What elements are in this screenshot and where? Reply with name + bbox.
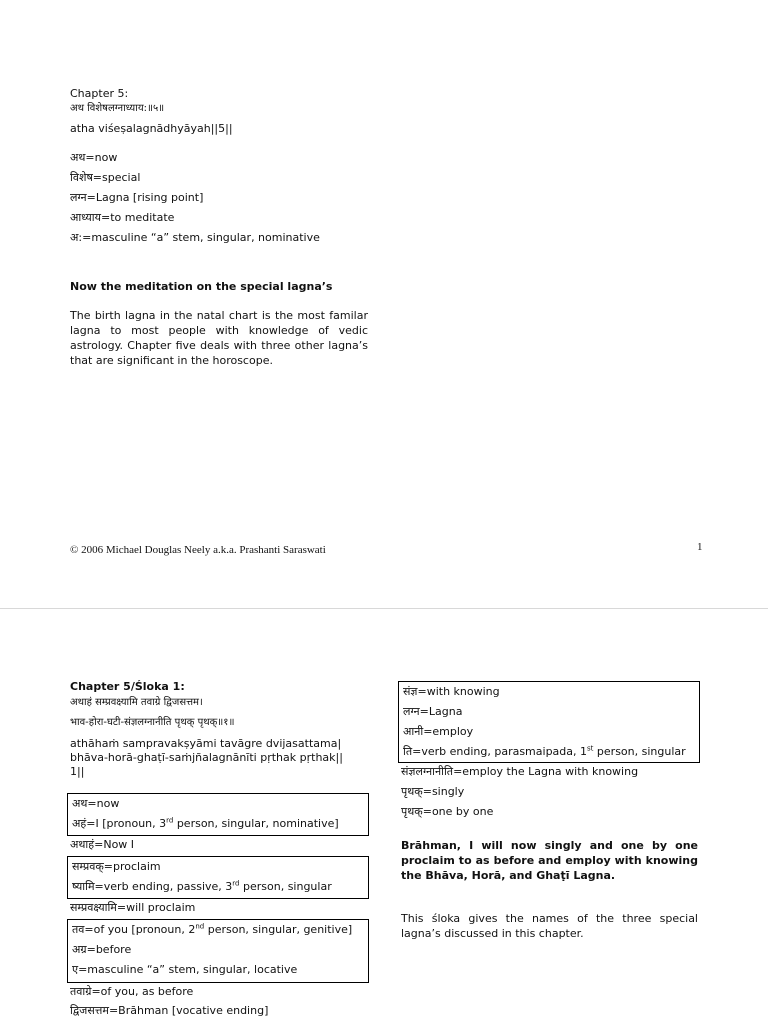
glossary-item: अ:=masculine “a” stem, singular, nominative bbox=[70, 231, 320, 244]
gloss-box bbox=[398, 681, 700, 763]
gloss-item: ति=verb ending, parasmaipada, 1st person, singular bbox=[403, 744, 686, 758]
gloss-list bbox=[401, 762, 638, 822]
gloss-item: द्विजसत्तम=Brāhman [vocative ending] bbox=[70, 1004, 269, 1017]
gloss-item: आनी=employ bbox=[403, 725, 474, 738]
gloss-box bbox=[67, 793, 369, 836]
glossary-item: लग्न=Lagna [rising point] bbox=[70, 191, 204, 204]
gloss-compound: सम्प्रवक्ष्यामि=will proclaim bbox=[70, 901, 196, 914]
gloss-item: पृथक्=one by one bbox=[401, 805, 494, 818]
devanagari-title: अथ विशेषलग्नाध्याय:॥५॥ bbox=[70, 103, 165, 114]
glossary-item: आध्याय=to meditate bbox=[70, 211, 175, 224]
sloka-translit-line: 1|| bbox=[70, 765, 85, 778]
gloss-item: लग्न=Lagna bbox=[403, 705, 463, 718]
sloka-translit-line: bhāva-horā-ghaṭī-saṁjñalagnānīti pṛthak pṛthak|| bbox=[70, 751, 343, 764]
gloss-item: संज्ञ=with knowing bbox=[403, 685, 500, 698]
sloka-devanagari-line: अथाहं सम्प्रवक्ष्यामि तवाग्रे द्विजसत्तम। bbox=[70, 697, 203, 708]
page-number: 1 bbox=[697, 541, 703, 553]
gloss-box bbox=[67, 856, 369, 899]
intro-paragraph: The birth lagna in the natal chart is the most familar lagna to most people with knowledge of vedic astrology. Chapter five deals with three other lagna’s that are significant in the horoscope. bbox=[70, 309, 368, 367]
page-separator bbox=[0, 608, 768, 609]
gloss-item: तव=of you [pronoun, 2nd person, singular, genitive] bbox=[72, 922, 353, 936]
copyright: © 2006 Michael Douglas Neely a.k.a. Prashanti Saraswati bbox=[70, 544, 326, 556]
gloss-item: संज्ञलग्नानीति=employ the Lagna with knowing bbox=[401, 765, 639, 778]
gloss-compound: तवाग्रे=of you, as before bbox=[70, 985, 194, 998]
gloss-compound: अथाहं=Now I bbox=[70, 838, 135, 851]
glossary-item: अथ=now bbox=[70, 151, 118, 164]
glossary-list bbox=[70, 148, 320, 248]
commentary-paragraph: This śloka gives the names of the three special lagna’s discussed in this chapter. bbox=[401, 912, 698, 940]
gloss-item: अग्र=before bbox=[72, 943, 132, 956]
gloss-box bbox=[67, 919, 369, 983]
sloka-translit-line: athāhaṁ sampravakṣyāmi tavāgre dvijasattama| bbox=[70, 737, 342, 750]
gloss-item: ष्यामि=verb ending, passive, 3rd person, singular bbox=[72, 879, 332, 893]
glossary-item: विशेष=special bbox=[70, 171, 141, 184]
section-heading: Now the meditation on the special lagna’s bbox=[70, 280, 333, 293]
sloka-transliteration bbox=[70, 737, 343, 779]
gloss-item: अथ=now bbox=[72, 797, 120, 810]
sloka-heading: Chapter 5/Śloka 1: bbox=[70, 680, 185, 693]
gloss-item: पृथक्=singly bbox=[401, 785, 465, 798]
gloss-item: ए=masculine “a” stem, singular, locative bbox=[72, 963, 298, 976]
chapter-label: Chapter 5: bbox=[70, 87, 129, 100]
translation-paragraph: Brāhman, I will now singly and one by one proclaim to as before and employ with knowing the Bhāva, Horā, and Ghaṭī Lagna. bbox=[401, 839, 698, 882]
gloss-item: सम्प्रवक्=proclaim bbox=[72, 860, 161, 873]
gloss-item: अहं=I [pronoun, 3rd person, singular, nominative] bbox=[72, 816, 339, 830]
sloka-devanagari-line: भाव-होरा-घटी-संज्ञलग्नानीति पृथक् पृथक्॥१॥ bbox=[70, 717, 235, 728]
transliteration: atha viśeṣalagnādhyāyah||5|| bbox=[70, 122, 233, 135]
